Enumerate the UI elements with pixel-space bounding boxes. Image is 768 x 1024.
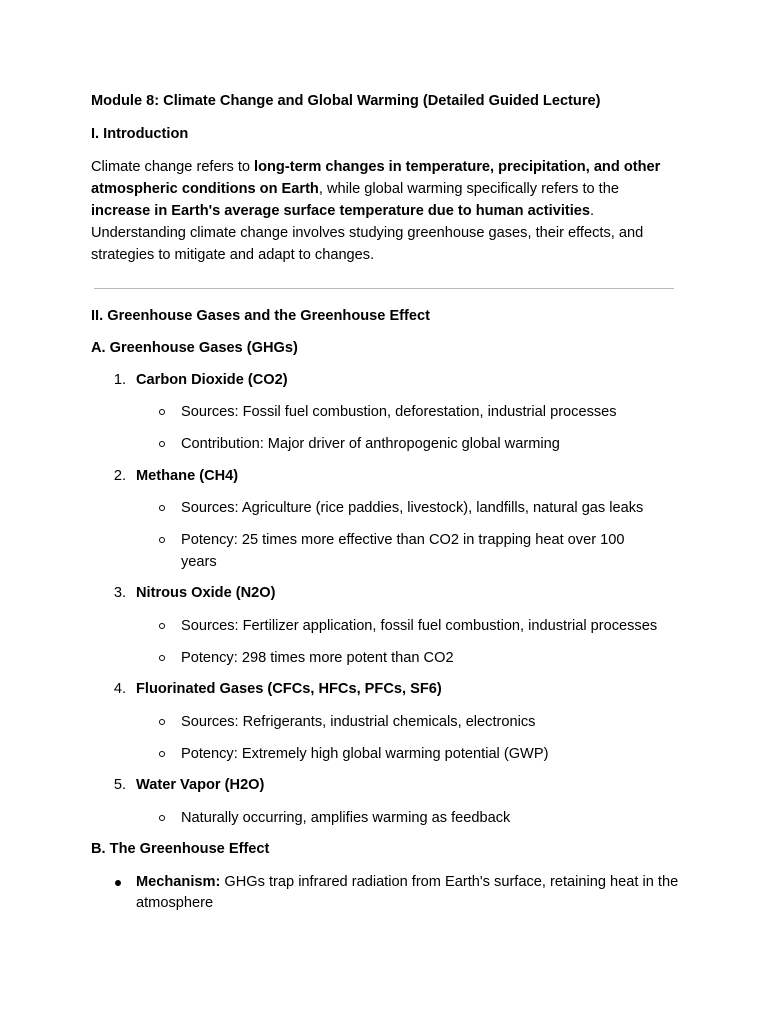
circle-bullet-icon (159, 815, 165, 821)
disc-bullet-icon (115, 880, 121, 886)
circle-bullet-icon (159, 537, 165, 543)
list-item: Potency: Extremely high global warming potential (GWP) (181, 746, 549, 762)
circle-bullet-icon (159, 409, 165, 415)
intro-text-3: . Understanding climate change involves studying greenhouse gases, their effects, and strategies to mitigate and adapt to changes. (91, 203, 644, 263)
list-number: 4. (113, 681, 126, 697)
circle-bullet-icon (159, 505, 165, 511)
circle-bullet-icon (159, 623, 165, 629)
list-item: Sources: Agriculture (rice paddies, livestock), landfills, natural gas leaks (181, 500, 644, 516)
gas-name-methane: Methane (CH4) (136, 468, 239, 484)
list-item: Sources: Refrigerants, industrial chemicals, electronics (181, 714, 536, 730)
list-item: Contribution: Major driver of anthropogenic global warming (181, 436, 560, 452)
gas-name-fluorinated: Fluorinated Gases (CFCs, HFCs, PFCs, SF6) (136, 681, 442, 697)
introduction-paragraph (91, 156, 681, 266)
circle-bullet-icon (159, 655, 165, 661)
section-heading-greenhouse: II. Greenhouse Gases and the Greenhouse Effect (91, 308, 430, 324)
circle-bullet-icon (159, 441, 165, 447)
list-number: 2. (113, 468, 126, 484)
document-title: Module 8: Climate Change and Global Warming (Detailed Guided Lecture) (91, 93, 601, 109)
list-number: 1. (113, 372, 126, 388)
list-item: Potency: 25 times more effective than CO2 in trapping heat over 100 years (181, 532, 625, 570)
intro-bold-2: increase in Earth's average surface temperature due to human activities (91, 203, 591, 219)
list-item: Naturally occurring, amplifies warming as feedback (181, 810, 511, 826)
list-item (136, 872, 681, 914)
gas-name-co2: Carbon Dioxide (CO2) (136, 372, 288, 388)
list-item: Potency: 298 times more potent than CO2 (181, 650, 454, 666)
mechanism-label: Mechanism: (136, 874, 221, 890)
mechanism-text: GHGs trap infrared radiation from Earth's surface, retaining heat in the atmosphere (136, 874, 679, 911)
gas-name-water-vapor: Water Vapor (H2O) (136, 777, 265, 793)
section-heading-introduction: I. Introduction (91, 126, 189, 142)
circle-bullet-icon (159, 751, 165, 757)
gas-name-nitrous-oxide: Nitrous Oxide (N2O) (136, 585, 276, 601)
circle-bullet-icon (159, 719, 165, 725)
subsection-heading-ghgs: A. Greenhouse Gases (GHGs) (91, 340, 298, 356)
list-number: 3. (113, 585, 126, 601)
intro-bold-1: long-term changes in temperature, precipitation, and other atmospheric conditions on Earth (91, 159, 661, 197)
horizontal-rule (94, 288, 674, 289)
subsection-heading-greenhouse-effect: B. The Greenhouse Effect (91, 841, 270, 857)
list-item: Sources: Fossil fuel combustion, deforestation, industrial processes (181, 404, 617, 420)
list-number: 5. (113, 777, 126, 793)
list-item: Sources: Fertilizer application, fossil fuel combustion, industrial processes (181, 618, 658, 634)
intro-text-2: , while global warming specifically refers to the (318, 181, 619, 197)
intro-text-1: Climate change refers to (91, 159, 255, 175)
